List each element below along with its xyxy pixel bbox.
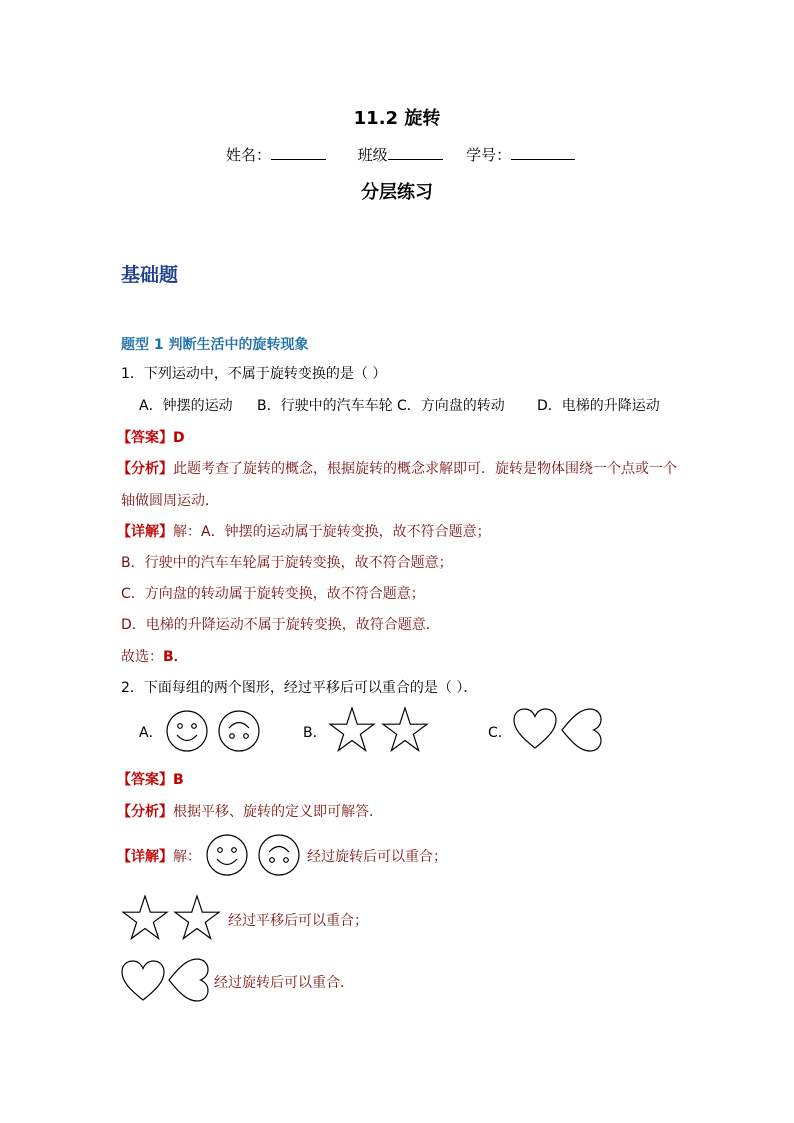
name-blank [271, 143, 326, 160]
detail-tag: 【详解】 [117, 524, 173, 540]
star-icon [381, 706, 429, 754]
page-subtitle: 分层练习 [361, 182, 433, 203]
q2-detail-line-1: 经过旋转后可以重合； [307, 849, 447, 865]
q2-option-b-label: B． [303, 725, 327, 741]
q1-analysis-line-2: 轴做圆周运动． [121, 493, 219, 509]
rotated-heart-icon [560, 708, 602, 752]
smiley-face-icon [164, 708, 210, 754]
q2-stem: 2．下面每组的两个图形，经过平移后可以重合的是（ ）． [121, 680, 478, 696]
q1-option-a: A．钟摆的运动 [139, 398, 233, 414]
star-icon [121, 894, 169, 942]
detail-text: 解：A．钟摆的运动属于旋转变换，故不符合题意； [173, 524, 491, 540]
q2-answer [117, 769, 184, 789]
q2-detail-line-2: 经过平移后可以重合； [228, 913, 368, 929]
q2-detail-line-3: 经过旋转后可以重合． [214, 975, 354, 991]
answer-tag: 【答案】 [117, 430, 173, 446]
q1-detail-line-1 [117, 521, 491, 541]
detail-prefix: 解： [173, 849, 201, 865]
star-icon [173, 894, 221, 942]
id-blank [511, 143, 575, 160]
id-label: 学号： [466, 146, 512, 164]
class-label: 班级 [357, 146, 388, 164]
smiley-face-icon [204, 832, 250, 878]
analysis-text: 此题考查了旋转的概念，根据旋转的概念求解即可．旋转是物体围绕一个点或一个 [173, 461, 677, 477]
heart-icon [512, 708, 558, 750]
rotated-heart-icon [167, 958, 209, 1002]
q1-detail-line-3: C．方向盘的转动属于旋转变换，故不符合题意； [121, 586, 425, 602]
star-icon [328, 706, 376, 754]
q2-option-a-label: A． [139, 725, 163, 741]
q1-option-c: C．方向盘的转动 [397, 398, 505, 414]
student-info-line [226, 143, 575, 165]
class-blank [388, 143, 443, 160]
upside-down-smiley-icon [256, 832, 302, 878]
q2-detail-tag-line [117, 846, 201, 866]
answer-value: B [173, 772, 184, 788]
answer-value: D [173, 430, 185, 446]
page-title: 11.2 旋转 [353, 108, 441, 129]
q1-stem: 1．下列运动中，不属于旋转变换的是（ ） [121, 366, 387, 382]
detail-tag: 【详解】 [117, 849, 173, 865]
conclusion-prefix: 故选： [121, 649, 163, 665]
analysis-tag: 【分析】 [117, 804, 173, 820]
answer-tag: 【答案】 [117, 772, 173, 788]
q1-answer [117, 427, 185, 447]
analysis-text: 根据平移、旋转的定义即可解答． [173, 804, 383, 820]
q1-conclusion [121, 646, 188, 666]
q1-detail-line-2: B．行驶中的汽车车轮属于旋转变换，故不符合题意； [121, 555, 453, 571]
upside-down-smiley-icon [216, 708, 262, 754]
q2-analysis [117, 801, 383, 821]
conclusion-value: B． [163, 649, 188, 665]
q1-option-b: B．行驶中的汽车车轮 [257, 398, 393, 414]
question-type-heading: 题型 1 判断生活中的旋转现象 [121, 337, 309, 353]
heart-icon [120, 960, 166, 1002]
analysis-tag: 【分析】 [117, 461, 173, 477]
section-title: 基础题 [121, 264, 179, 286]
q1-option-d: D．电梯的升降运动 [537, 398, 660, 414]
name-label: 姓名： [226, 146, 272, 164]
q2-option-c-label: C． [488, 725, 512, 741]
q1-analysis-line-1 [117, 458, 677, 478]
q1-detail-line-4: D．电梯的升降运动不属于旋转变换，故符合题意． [121, 617, 440, 633]
